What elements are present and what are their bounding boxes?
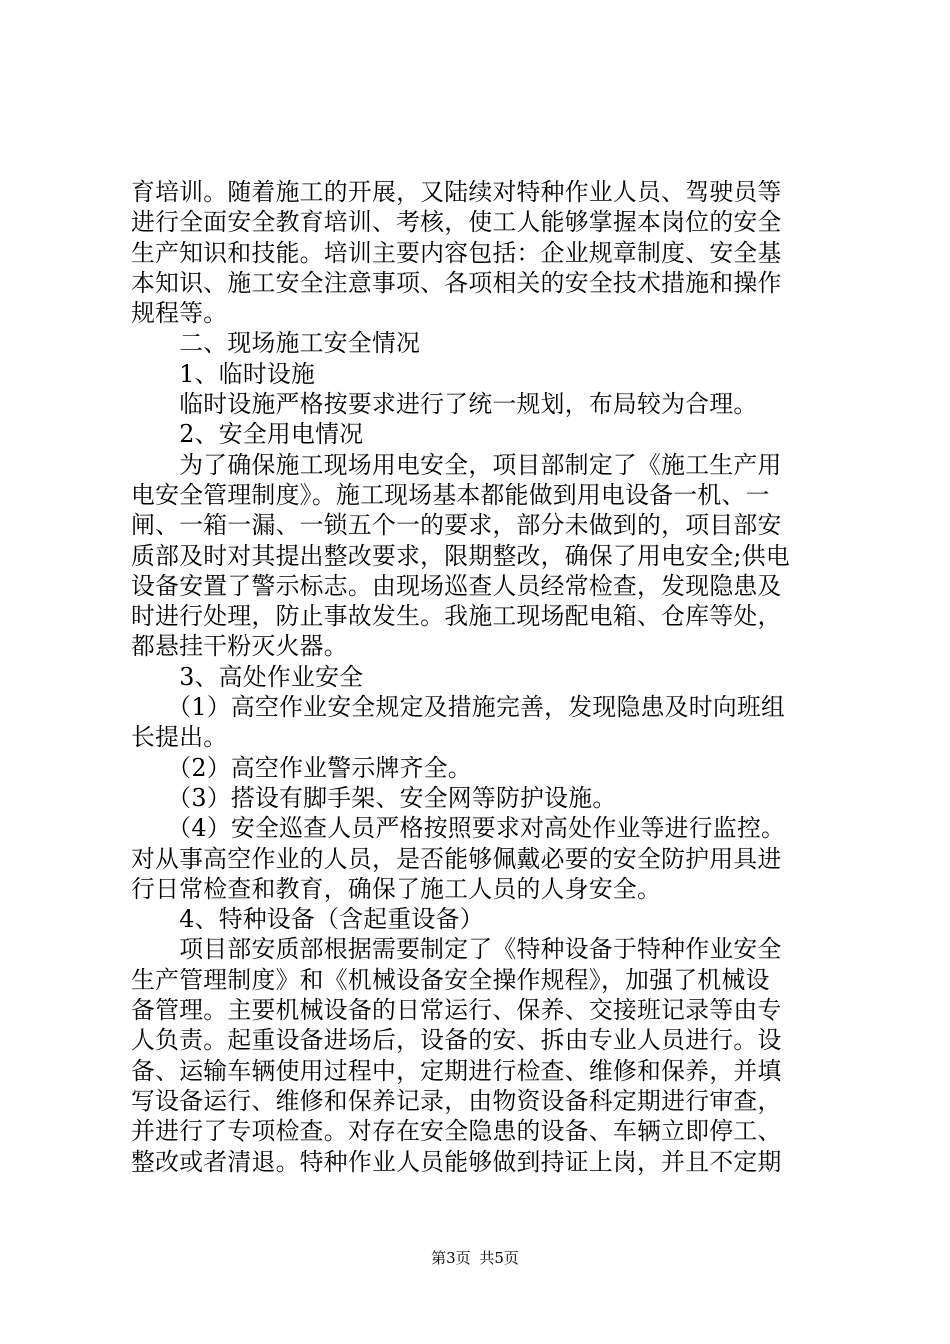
document-body bbox=[131, 177, 831, 1177]
page-footer: 第3页 共5页 bbox=[431, 1249, 519, 1267]
text-line: 为了确保施工现场用电安全，项目部制定了《施工生产用 bbox=[131, 450, 782, 479]
text-line: 规程等。 bbox=[131, 299, 228, 328]
text-line: 备、运输车辆使用过程中，定期进行检查、维修和保养，并填 bbox=[131, 1056, 782, 1085]
text-line: 备管理。主要机械设备的日常运行、保养、交接班记录等由专 bbox=[131, 996, 782, 1025]
text-line: （1）高空作业安全规定及措施完善，发现隐患及时向班组 bbox=[131, 693, 786, 722]
text-line: （2）高空作业警示牌齐全。 bbox=[131, 753, 472, 782]
text-line: 并进行了专项检查。对存在安全隐患的设备、车辆立即停工、 bbox=[131, 1117, 782, 1146]
text-line: 生产知识和技能。培训主要内容包括：企业规章制度、安全基 bbox=[131, 238, 782, 267]
text-line: 生产管理制度》和《机械设备安全操作规程》，加强了机械设 bbox=[131, 965, 770, 994]
text-line: 电安全管理制度》。施工现场基本都能做到用电设备一机、一 bbox=[131, 480, 770, 509]
text-line: 对从事高空作业的人员，是否能够佩戴必要的安全防护用具进 bbox=[131, 844, 782, 873]
text-line: 项目部安质部根据需要制定了《特种设备于特种作业安全 bbox=[131, 935, 782, 964]
text-line: 写设备运行、维修和保养记录，由物资设备科定期进行审查， bbox=[131, 1086, 782, 1115]
text-line: 二、现场施工安全情况 bbox=[131, 329, 421, 358]
text-line: 2、安全用电情况 bbox=[131, 420, 364, 449]
text-line: 进行全面安全教育培训、考核，使工人能够掌握本岗位的安全 bbox=[131, 208, 782, 237]
text-line: 闸、一箱一漏、一锁五个一的要求，部分未做到的，项目部安 bbox=[131, 511, 782, 540]
text-line: 质部及时对其提出整改要求，限期整改，确保了用电安全;供电 bbox=[131, 541, 790, 570]
text-line: 长提出。 bbox=[131, 723, 228, 752]
text-line: 本知识、施工安全注意事项、各项相关的安全技术措施和操作 bbox=[131, 268, 782, 297]
text-line: 3、高处作业安全 bbox=[131, 662, 364, 691]
text-line: 都悬挂干粉灭火器。 bbox=[131, 632, 348, 661]
text-line: 行日常检查和教育，确保了施工人员的人身安全。 bbox=[131, 874, 662, 903]
text-line: 设备安置了警示标志。由现场巡查人员经常检查，发现隐患及 bbox=[131, 571, 782, 600]
text-line: 整改或者清退。特种作业人员能够做到持证上岗，并且不定期 bbox=[131, 1147, 782, 1176]
text-line: 临时设施严格按要求进行了统一规划，布局较为合理。 bbox=[131, 390, 758, 419]
text-line: 育培训。随着施工的开展，又陆续对特种作业人员、驾驶员等 bbox=[131, 178, 782, 206]
text-line: 时进行处理，防止事故发生。我施工现场配电箱、仓库等处， bbox=[131, 602, 782, 631]
text-line: 1、临时设施 bbox=[131, 359, 316, 388]
text-line: 人负责。起重设备进场后，设备的安、拆由专业人员进行。设 bbox=[131, 1026, 782, 1055]
text-line: （4）安全巡查人员严格按照要求对高处作业等进行监控。 bbox=[131, 814, 786, 843]
text-line: （3）搭设有脚手架、安全网等防护设施。 bbox=[131, 783, 617, 812]
text-line: 4、特种设备（含起重设备） bbox=[131, 905, 484, 934]
